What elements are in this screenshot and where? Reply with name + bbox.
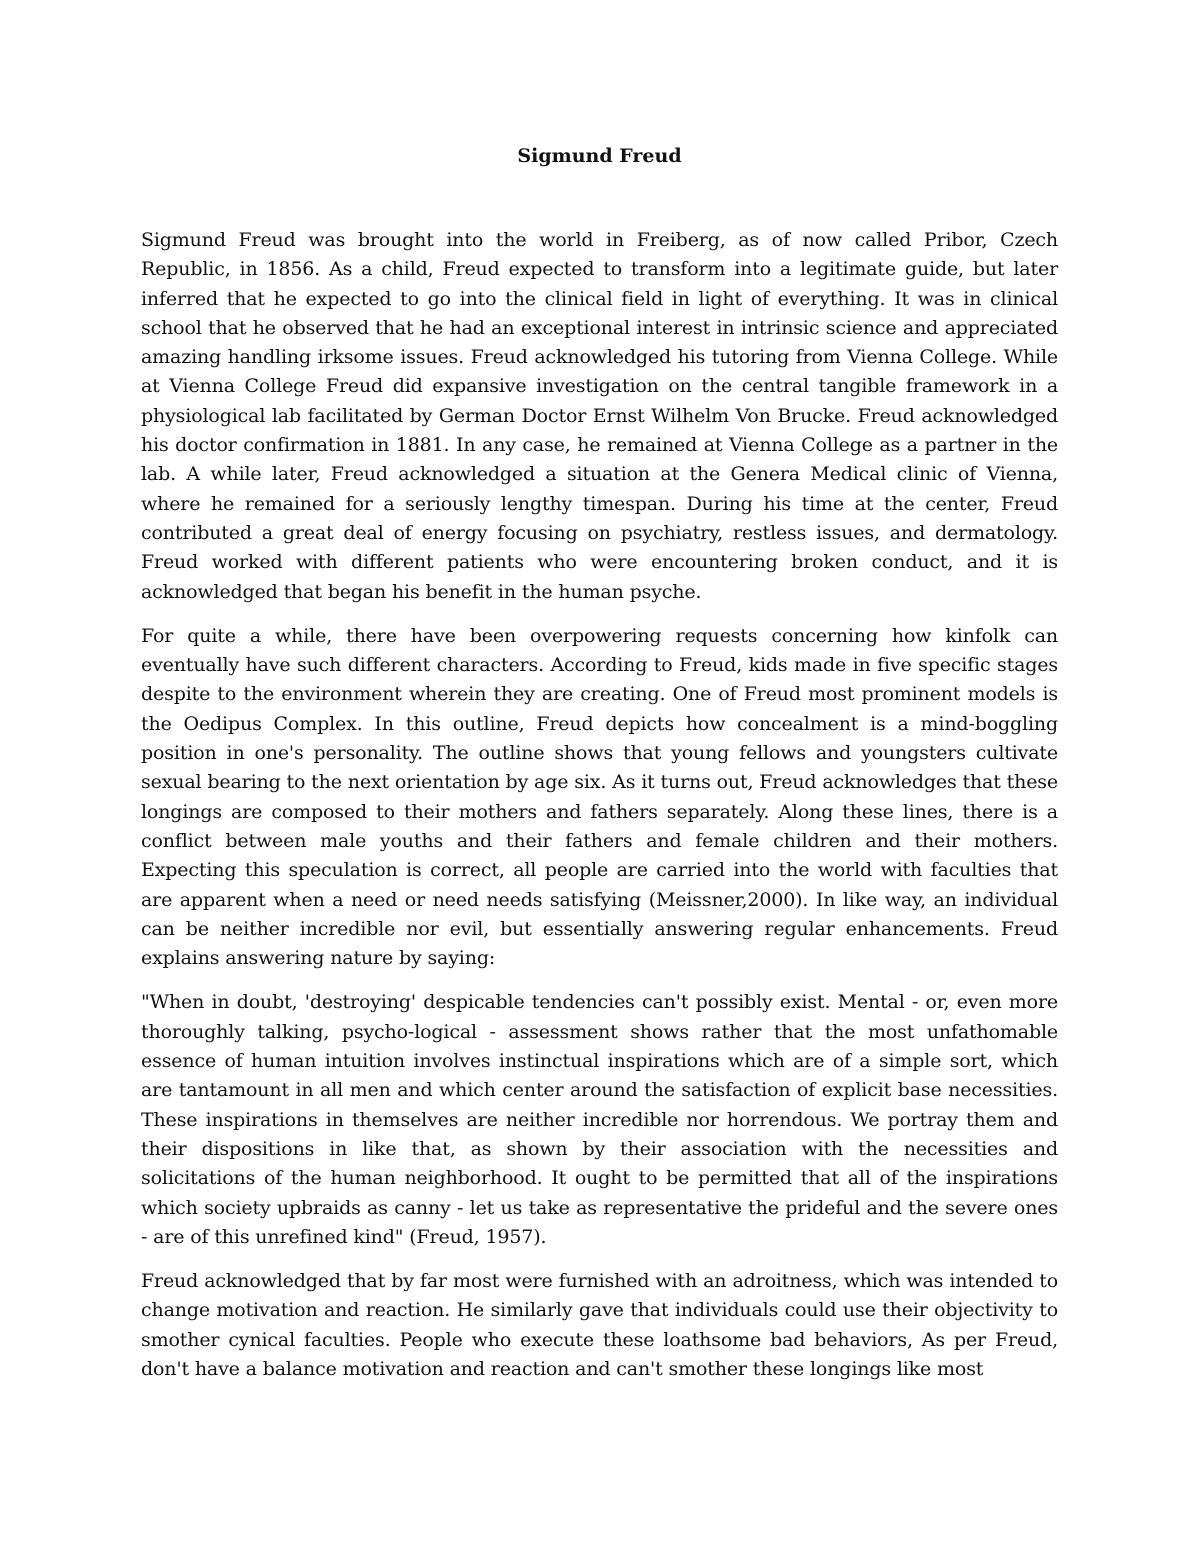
document-body bbox=[141, 140, 1058, 1380]
paragraph-freud-quote: "When in doubt, 'destroying' despicable tendencies can't possibly exist. Mental - or, even more thoroughly talking, psycho-logical - assessment shows rather that the most unfathomable essence of human intuition involves instinctual inspirations which are of a simple sort, which are tantamount in all men and which center around the satisfaction of explicit base necessities. These inspirations in themselves are neither incredible nor horrendous. We portray them and their dispositions in like that, as shown by their association with the necessities and solicitations of the human neighborhood. It ought to be permitted that all of the inspirations which society upbraids as canny - let us take as representative the prideful and the severe ones - are of this unrefined kind" (Freud, 1957). bbox=[141, 991, 1058, 1248]
document-title: Sigmund Freud bbox=[517, 145, 682, 167]
paragraph-biography: Sigmund Freud was brought into the world in Freiberg, as of now called Pribor, Czech Republic, in 1856. As a child, Freud expected to transform into a legitimate guide, but later inferred that he expected to go into the clinical field in light of everything. It was in clinical school that he observed that he had an exceptional interest in intrinsic science and appreciated amazing handling irksome issues. Freud acknowledged his tutoring from Vienna College. While at Vienna College Freud did expansive investigation on the central tangible framework in a physiological lab facilitated by German Doctor Ernst Wilhelm Von Brucke. Freud acknowledged his doctor confirmation in 1881. In any case, he remained at Vienna College as a partner in the lab. A while later, Freud acknowledged a situation at the Genera Medical clinic of Vienna, where he remained for a seriously lengthy timespan. During his time at the center, Freud contributed a great deal of energy focusing on psychiatry, restless issues, and dermatology. Freud worked with different patients who were encountering broken conduct, and it is acknowledged that began his benefit in the human psyche. bbox=[141, 229, 1058, 603]
paragraph-adroitness: Freud acknowledged that by far most were furnished with an adroitness, which was intended to change motivation and reaction. He similarly gave that individuals could use their objectivity to smother cynical faculties. People who execute these loathsome bad behaviors, As per Freud, don't have a balance motivation and reaction and can't smother these longings like most bbox=[141, 1270, 1058, 1380]
paragraph-personality-theory: For quite a while, there have been overpowering requests concerning how kinfolk can eventually have such different characters. According to Freud, kids made in five specific stages despite to the environment wherein they are creating. One of Freud most prominent models is the Oedipus Complex. In this outline, Freud depicts how concealment is a mind-boggling position in one's personality. The outline shows that young fellows and youngsters cultivate sexual bearing to the next orientation by age six. As it turns out, Freud acknowledges that these longings are composed to their mothers and fathers separately. Along these lines, there is a conflict between male youths and their fathers and female children and their mothers. Expecting this speculation is correct, all people are carried into the world with faculties that are apparent when a need or need needs satisfying (Meissner,2000). In like way, an individual can be neither incredible nor evil, but essentially answering regular enhancements. Freud explains answering nature by saying: bbox=[141, 624, 1058, 970]
